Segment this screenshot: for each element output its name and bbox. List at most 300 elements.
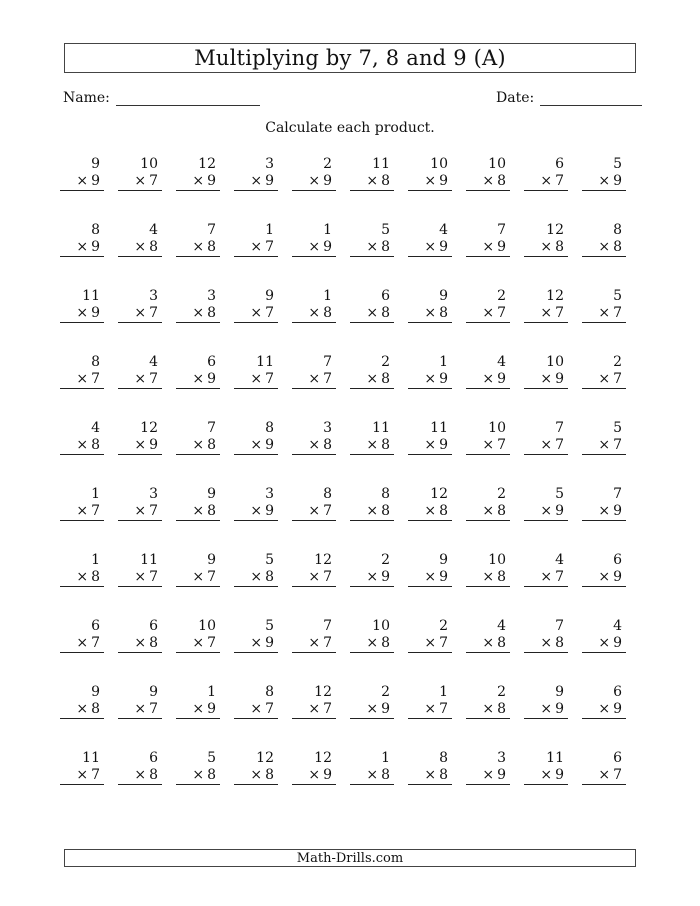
multiplier-line <box>60 173 104 191</box>
problem <box>466 354 524 420</box>
problem <box>176 486 234 552</box>
problem <box>408 618 466 684</box>
multiplier: 9 <box>555 503 564 519</box>
multiplier-line <box>60 371 104 389</box>
multiplier: 9 <box>91 173 100 189</box>
multiplier-line <box>118 437 162 455</box>
multiplier: 8 <box>381 305 390 321</box>
problem <box>118 618 176 684</box>
multiplier-line <box>350 569 394 587</box>
multiplicand: 11 <box>372 156 390 172</box>
problem <box>350 288 408 354</box>
multiplier: 7 <box>91 767 100 783</box>
multiplicand: 8 <box>613 222 622 238</box>
multiplier: 8 <box>381 239 390 255</box>
multiply-operator: × <box>424 437 437 453</box>
multiplier-line <box>582 767 626 785</box>
footer <box>64 849 636 867</box>
multiplier-line <box>292 239 336 257</box>
multiplier-line <box>466 635 510 653</box>
problem <box>118 288 176 354</box>
multiplicand: 2 <box>613 354 622 370</box>
multiplicand: 9 <box>91 684 100 700</box>
multiplier: 8 <box>207 503 216 519</box>
multiplicand: 1 <box>439 354 448 370</box>
multiplicand: 4 <box>497 354 506 370</box>
multiplicand: 8 <box>265 684 274 700</box>
multiplicand: 1 <box>381 750 390 766</box>
problem-row <box>60 222 640 288</box>
multiply-operator: × <box>134 437 147 453</box>
problem <box>408 486 466 552</box>
multiplier: 9 <box>555 701 564 717</box>
problem <box>234 750 292 816</box>
problem <box>118 684 176 750</box>
problem <box>176 684 234 750</box>
multiplier: 8 <box>265 767 274 783</box>
multiplicand: 8 <box>439 750 448 766</box>
problem <box>524 288 582 354</box>
problem <box>176 750 234 816</box>
multiplicand: 7 <box>207 222 216 238</box>
multiplicand: 5 <box>613 420 622 436</box>
multiplier: 9 <box>555 767 564 783</box>
multiplicand: 10 <box>488 156 506 172</box>
problem <box>234 354 292 420</box>
multiplicand: 1 <box>323 222 332 238</box>
multiplier-line <box>234 635 278 653</box>
multiply-operator: × <box>540 767 553 783</box>
multiply-operator: × <box>250 635 263 651</box>
multiplicand: 9 <box>207 552 216 568</box>
multiplier-line <box>118 701 162 719</box>
multiply-operator: × <box>598 239 611 255</box>
multiplier-line <box>582 635 626 653</box>
problem <box>466 222 524 288</box>
multiplier-line <box>292 437 336 455</box>
multiplier: 9 <box>613 503 622 519</box>
problem <box>408 288 466 354</box>
multiplier: 8 <box>265 569 274 585</box>
multiplier: 9 <box>265 635 274 651</box>
multiplicand: 1 <box>91 486 100 502</box>
problem <box>292 486 350 552</box>
multiply-operator: × <box>250 371 263 387</box>
problem <box>582 354 640 420</box>
problem <box>60 486 118 552</box>
multiply-operator: × <box>134 305 147 321</box>
multiply-operator: × <box>482 239 495 255</box>
multiplier: 9 <box>149 437 158 453</box>
multiplicand: 9 <box>149 684 158 700</box>
problem <box>292 552 350 618</box>
problem <box>292 684 350 750</box>
multiplier: 8 <box>497 173 506 189</box>
multiply-operator: × <box>192 767 205 783</box>
multiplier: 7 <box>149 701 158 717</box>
multiply-operator: × <box>250 569 263 585</box>
multiply-operator: × <box>540 173 553 189</box>
problem <box>408 750 466 816</box>
multiplier-line <box>292 569 336 587</box>
multiplicand: 10 <box>546 354 564 370</box>
multiplier: 8 <box>207 305 216 321</box>
problem <box>466 552 524 618</box>
multiplier-line <box>60 569 104 587</box>
multiplier-line <box>350 173 394 191</box>
multiplier: 8 <box>381 635 390 651</box>
multiplier-line <box>60 701 104 719</box>
multiplier: 7 <box>613 437 622 453</box>
multiply-operator: × <box>540 239 553 255</box>
multiplier-line <box>292 305 336 323</box>
multiplier: 8 <box>497 701 506 717</box>
multiplicand: 2 <box>497 684 506 700</box>
multiply-operator: × <box>308 173 321 189</box>
problem <box>466 420 524 486</box>
problem <box>234 222 292 288</box>
multiplier: 8 <box>207 437 216 453</box>
multiply-operator: × <box>192 701 205 717</box>
multiplier-line <box>466 305 510 323</box>
multiplier: 7 <box>265 239 274 255</box>
multiplicand: 6 <box>381 288 390 304</box>
problem <box>292 750 350 816</box>
problem <box>466 156 524 222</box>
multiplier: 7 <box>149 569 158 585</box>
multiplier-line <box>176 635 220 653</box>
multiply-operator: × <box>540 503 553 519</box>
multiplier: 9 <box>555 371 564 387</box>
multiply-operator: × <box>366 569 379 585</box>
multiplier: 9 <box>91 305 100 321</box>
multiplier-line <box>176 173 220 191</box>
multiplier-line <box>234 173 278 191</box>
multiplier-line <box>292 371 336 389</box>
multiplier: 7 <box>323 701 332 717</box>
multiplier: 8 <box>439 503 448 519</box>
multiplicand: 10 <box>430 156 448 172</box>
multiplicand: 3 <box>265 486 274 502</box>
problem <box>234 618 292 684</box>
multiplier-line <box>60 437 104 455</box>
multiply-operator: × <box>76 635 89 651</box>
multiplier: 7 <box>149 305 158 321</box>
problem <box>176 420 234 486</box>
multiplier: 7 <box>439 635 448 651</box>
multiplier: 9 <box>323 173 332 189</box>
multiplier-line <box>350 305 394 323</box>
multiplier: 8 <box>497 503 506 519</box>
problem <box>292 156 350 222</box>
multiplier-line <box>524 503 568 521</box>
multiplier-line <box>408 173 452 191</box>
multiplier: 9 <box>265 173 274 189</box>
multiplier-line <box>524 767 568 785</box>
multiplier: 7 <box>265 701 274 717</box>
multiplier-line <box>234 767 278 785</box>
multiplier: 9 <box>439 437 448 453</box>
multiplier-line <box>466 173 510 191</box>
multiplier-line <box>176 437 220 455</box>
problem <box>118 222 176 288</box>
multiplicand: 5 <box>613 156 622 172</box>
name-blank-line <box>116 87 260 106</box>
multiplier-line <box>408 239 452 257</box>
multiply-operator: × <box>308 437 321 453</box>
multiplier-line <box>582 371 626 389</box>
problem-row <box>60 552 640 618</box>
problem <box>466 618 524 684</box>
problem-row <box>60 684 640 750</box>
multiplier: 7 <box>91 371 100 387</box>
problem-row <box>60 486 640 552</box>
multiplier: 9 <box>439 371 448 387</box>
multiplier: 7 <box>497 437 506 453</box>
multiplier: 8 <box>149 767 158 783</box>
multiply-operator: × <box>366 173 379 189</box>
multiply-operator: × <box>76 305 89 321</box>
multiply-operator: × <box>424 173 437 189</box>
multiplicand: 5 <box>265 552 274 568</box>
multiplier-line <box>350 239 394 257</box>
multiplicand: 6 <box>149 618 158 634</box>
multiplicand: 1 <box>265 222 274 238</box>
problem-row <box>60 618 640 684</box>
multiplier: 7 <box>613 767 622 783</box>
problem <box>408 156 466 222</box>
problem <box>408 420 466 486</box>
multiplier: 8 <box>497 569 506 585</box>
multiply-operator: × <box>366 371 379 387</box>
problem <box>350 750 408 816</box>
problem-row <box>60 750 640 816</box>
multiplier-line <box>234 569 278 587</box>
multiply-operator: × <box>424 371 437 387</box>
multiplicand: 4 <box>149 354 158 370</box>
multiplicand: 11 <box>82 288 100 304</box>
multiplier: 8 <box>207 239 216 255</box>
multiply-operator: × <box>540 437 553 453</box>
multiply-operator: × <box>250 503 263 519</box>
multiply-operator: × <box>424 767 437 783</box>
multiply-operator: × <box>308 305 321 321</box>
multiplier-line <box>466 371 510 389</box>
multiplier: 7 <box>555 569 564 585</box>
multiplicand: 5 <box>265 618 274 634</box>
problem <box>118 354 176 420</box>
problem <box>60 156 118 222</box>
problem <box>466 486 524 552</box>
problem <box>582 156 640 222</box>
multiply-operator: × <box>308 371 321 387</box>
multiplier: 9 <box>207 173 216 189</box>
problem <box>60 750 118 816</box>
multiplier: 9 <box>207 371 216 387</box>
problem <box>234 552 292 618</box>
multiply-operator: × <box>134 239 147 255</box>
multiplier: 9 <box>613 635 622 651</box>
multiply-operator: × <box>540 635 553 651</box>
problem <box>524 156 582 222</box>
multiplier-line <box>524 437 568 455</box>
multiply-operator: × <box>482 635 495 651</box>
multiplicand: 12 <box>140 420 158 436</box>
multiply-operator: × <box>76 701 89 717</box>
problem <box>234 156 292 222</box>
multiplicand: 11 <box>140 552 158 568</box>
multiplicand: 6 <box>613 750 622 766</box>
problem <box>176 156 234 222</box>
multiplicand: 7 <box>207 420 216 436</box>
multiplier: 9 <box>91 239 100 255</box>
multiply-operator: × <box>134 569 147 585</box>
multiplicand: 8 <box>381 486 390 502</box>
multiplicand: 12 <box>256 750 274 766</box>
multiplier: 8 <box>91 569 100 585</box>
multiply-operator: × <box>482 371 495 387</box>
multiplier-line <box>118 569 162 587</box>
problem <box>350 486 408 552</box>
multiplier: 7 <box>265 371 274 387</box>
multiplier: 9 <box>497 371 506 387</box>
multiplicand: 9 <box>207 486 216 502</box>
problem <box>582 618 640 684</box>
multiplicand: 11 <box>256 354 274 370</box>
multiplier: 7 <box>149 371 158 387</box>
multiplier-line <box>350 371 394 389</box>
multiplicand: 11 <box>430 420 448 436</box>
multiply-operator: × <box>308 635 321 651</box>
multiply-operator: × <box>482 503 495 519</box>
multiplier-line <box>408 305 452 323</box>
multiplicand: 3 <box>149 486 158 502</box>
multiplier: 9 <box>323 239 332 255</box>
multiply-operator: × <box>366 305 379 321</box>
multiply-operator: × <box>250 767 263 783</box>
multiplier-line <box>350 503 394 521</box>
multiplier: 9 <box>497 767 506 783</box>
multiplier-line <box>408 569 452 587</box>
multiplicand: 1 <box>439 684 448 700</box>
multiplier-line <box>350 767 394 785</box>
multiplier-line <box>234 305 278 323</box>
multiply-operator: × <box>250 173 263 189</box>
multiply-operator: × <box>76 239 89 255</box>
multiplier: 9 <box>613 701 622 717</box>
problem <box>292 618 350 684</box>
problem <box>176 552 234 618</box>
multiplier: 9 <box>613 173 622 189</box>
instructions: Calculate each product. <box>265 120 435 136</box>
problem <box>582 750 640 816</box>
multiplier-line <box>60 635 104 653</box>
multiplicand: 3 <box>149 288 158 304</box>
problem <box>408 552 466 618</box>
problem <box>350 684 408 750</box>
multiplier: 8 <box>555 635 564 651</box>
multiply-operator: × <box>598 437 611 453</box>
multiplier: 9 <box>613 569 622 585</box>
multiply-operator: × <box>424 635 437 651</box>
multiply-operator: × <box>482 701 495 717</box>
multiplicand: 5 <box>207 750 216 766</box>
multiply-operator: × <box>424 701 437 717</box>
multiply-operator: × <box>308 239 321 255</box>
multiplicand: 7 <box>555 420 564 436</box>
multiplicand: 1 <box>323 288 332 304</box>
multiplier-line <box>234 239 278 257</box>
multiplicand: 10 <box>488 420 506 436</box>
multiplier-line <box>60 305 104 323</box>
multiplier-line <box>234 503 278 521</box>
multiplier-line <box>582 437 626 455</box>
problem <box>118 750 176 816</box>
multiply-operator: × <box>76 767 89 783</box>
multiplicand: 2 <box>497 486 506 502</box>
multiply-operator: × <box>366 701 379 717</box>
multiply-operator: × <box>424 305 437 321</box>
multiplier-line <box>176 371 220 389</box>
multiplier-line <box>582 173 626 191</box>
multiplier: 7 <box>91 503 100 519</box>
problem <box>524 354 582 420</box>
problem-row <box>60 288 640 354</box>
multiply-operator: × <box>598 371 611 387</box>
multiplicand: 8 <box>323 486 332 502</box>
multiplier-line <box>408 437 452 455</box>
multiplier-line <box>582 503 626 521</box>
problem-row <box>60 420 640 486</box>
problem <box>176 288 234 354</box>
multiply-operator: × <box>134 635 147 651</box>
multiplicand: 7 <box>323 618 332 634</box>
multiplier: 7 <box>323 371 332 387</box>
date-field <box>496 87 642 106</box>
problem <box>408 684 466 750</box>
multiplier: 8 <box>91 437 100 453</box>
multiply-operator: × <box>192 371 205 387</box>
multiplier-line <box>582 701 626 719</box>
problem <box>60 684 118 750</box>
multiplier-line <box>176 701 220 719</box>
multiplier-line <box>350 635 394 653</box>
problem <box>524 750 582 816</box>
multiply-operator: × <box>308 767 321 783</box>
multiplicand: 6 <box>613 684 622 700</box>
multiplicand: 2 <box>439 618 448 634</box>
problem <box>524 420 582 486</box>
multiply-operator: × <box>192 569 205 585</box>
multiply-operator: × <box>76 371 89 387</box>
multiplier: 9 <box>439 173 448 189</box>
multiplier-line <box>60 767 104 785</box>
problem <box>234 684 292 750</box>
multiplier-line <box>408 701 452 719</box>
multiply-operator: × <box>598 305 611 321</box>
problem <box>582 486 640 552</box>
problem <box>524 222 582 288</box>
multiply-operator: × <box>192 239 205 255</box>
multiply-operator: × <box>598 503 611 519</box>
multiply-operator: × <box>482 569 495 585</box>
multiplicand: 8 <box>91 354 100 370</box>
multiplicand: 12 <box>546 222 564 238</box>
multiply-operator: × <box>76 437 89 453</box>
multiply-operator: × <box>540 701 553 717</box>
multiplicand: 7 <box>497 222 506 238</box>
problem <box>408 354 466 420</box>
